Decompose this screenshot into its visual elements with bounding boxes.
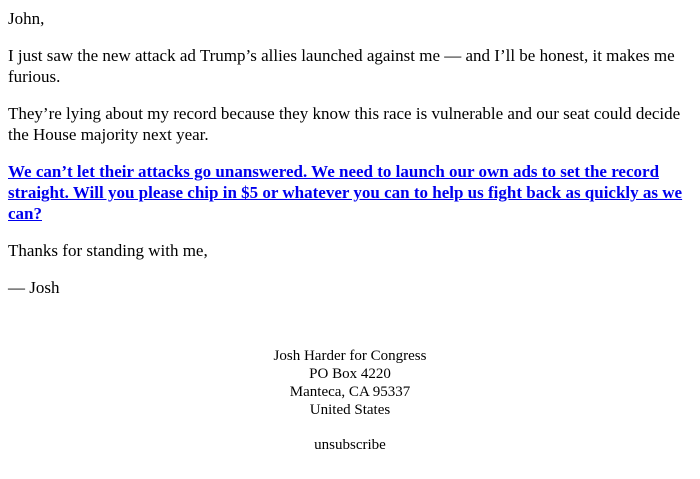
donation-call-to-action bbox=[8, 161, 692, 224]
footer-org-name: Josh Harder for Congress bbox=[273, 348, 427, 364]
body-paragraph-attack-ad: I just saw the new attack ad Trump’s allies launched against me — and I’ll be honest, it makes me furious. bbox=[8, 46, 675, 86]
footer-address: PO Box 4220 bbox=[309, 366, 391, 382]
footer-city: Manteca, CA 95337 bbox=[289, 384, 411, 400]
footer-country: United States bbox=[309, 402, 391, 418]
donate-link[interactable]: We can’t let their attacks go unanswered. We need to launch our own ads to set the record straight. Will you please chip in $5 or whatever you can to help us fight back as quickly as we can? bbox=[8, 162, 683, 223]
email-footer bbox=[0, 347, 700, 454]
signature: — Josh bbox=[8, 278, 60, 297]
greeting: John, bbox=[8, 9, 45, 28]
closing-line: Thanks for standing with me, bbox=[8, 241, 208, 260]
body-paragraph-record: They’re lying about my record because they know this race is vulnerable and our seat could decide the House majority next year. bbox=[8, 104, 681, 144]
unsubscribe-link[interactable]: unsubscribe bbox=[314, 437, 386, 453]
